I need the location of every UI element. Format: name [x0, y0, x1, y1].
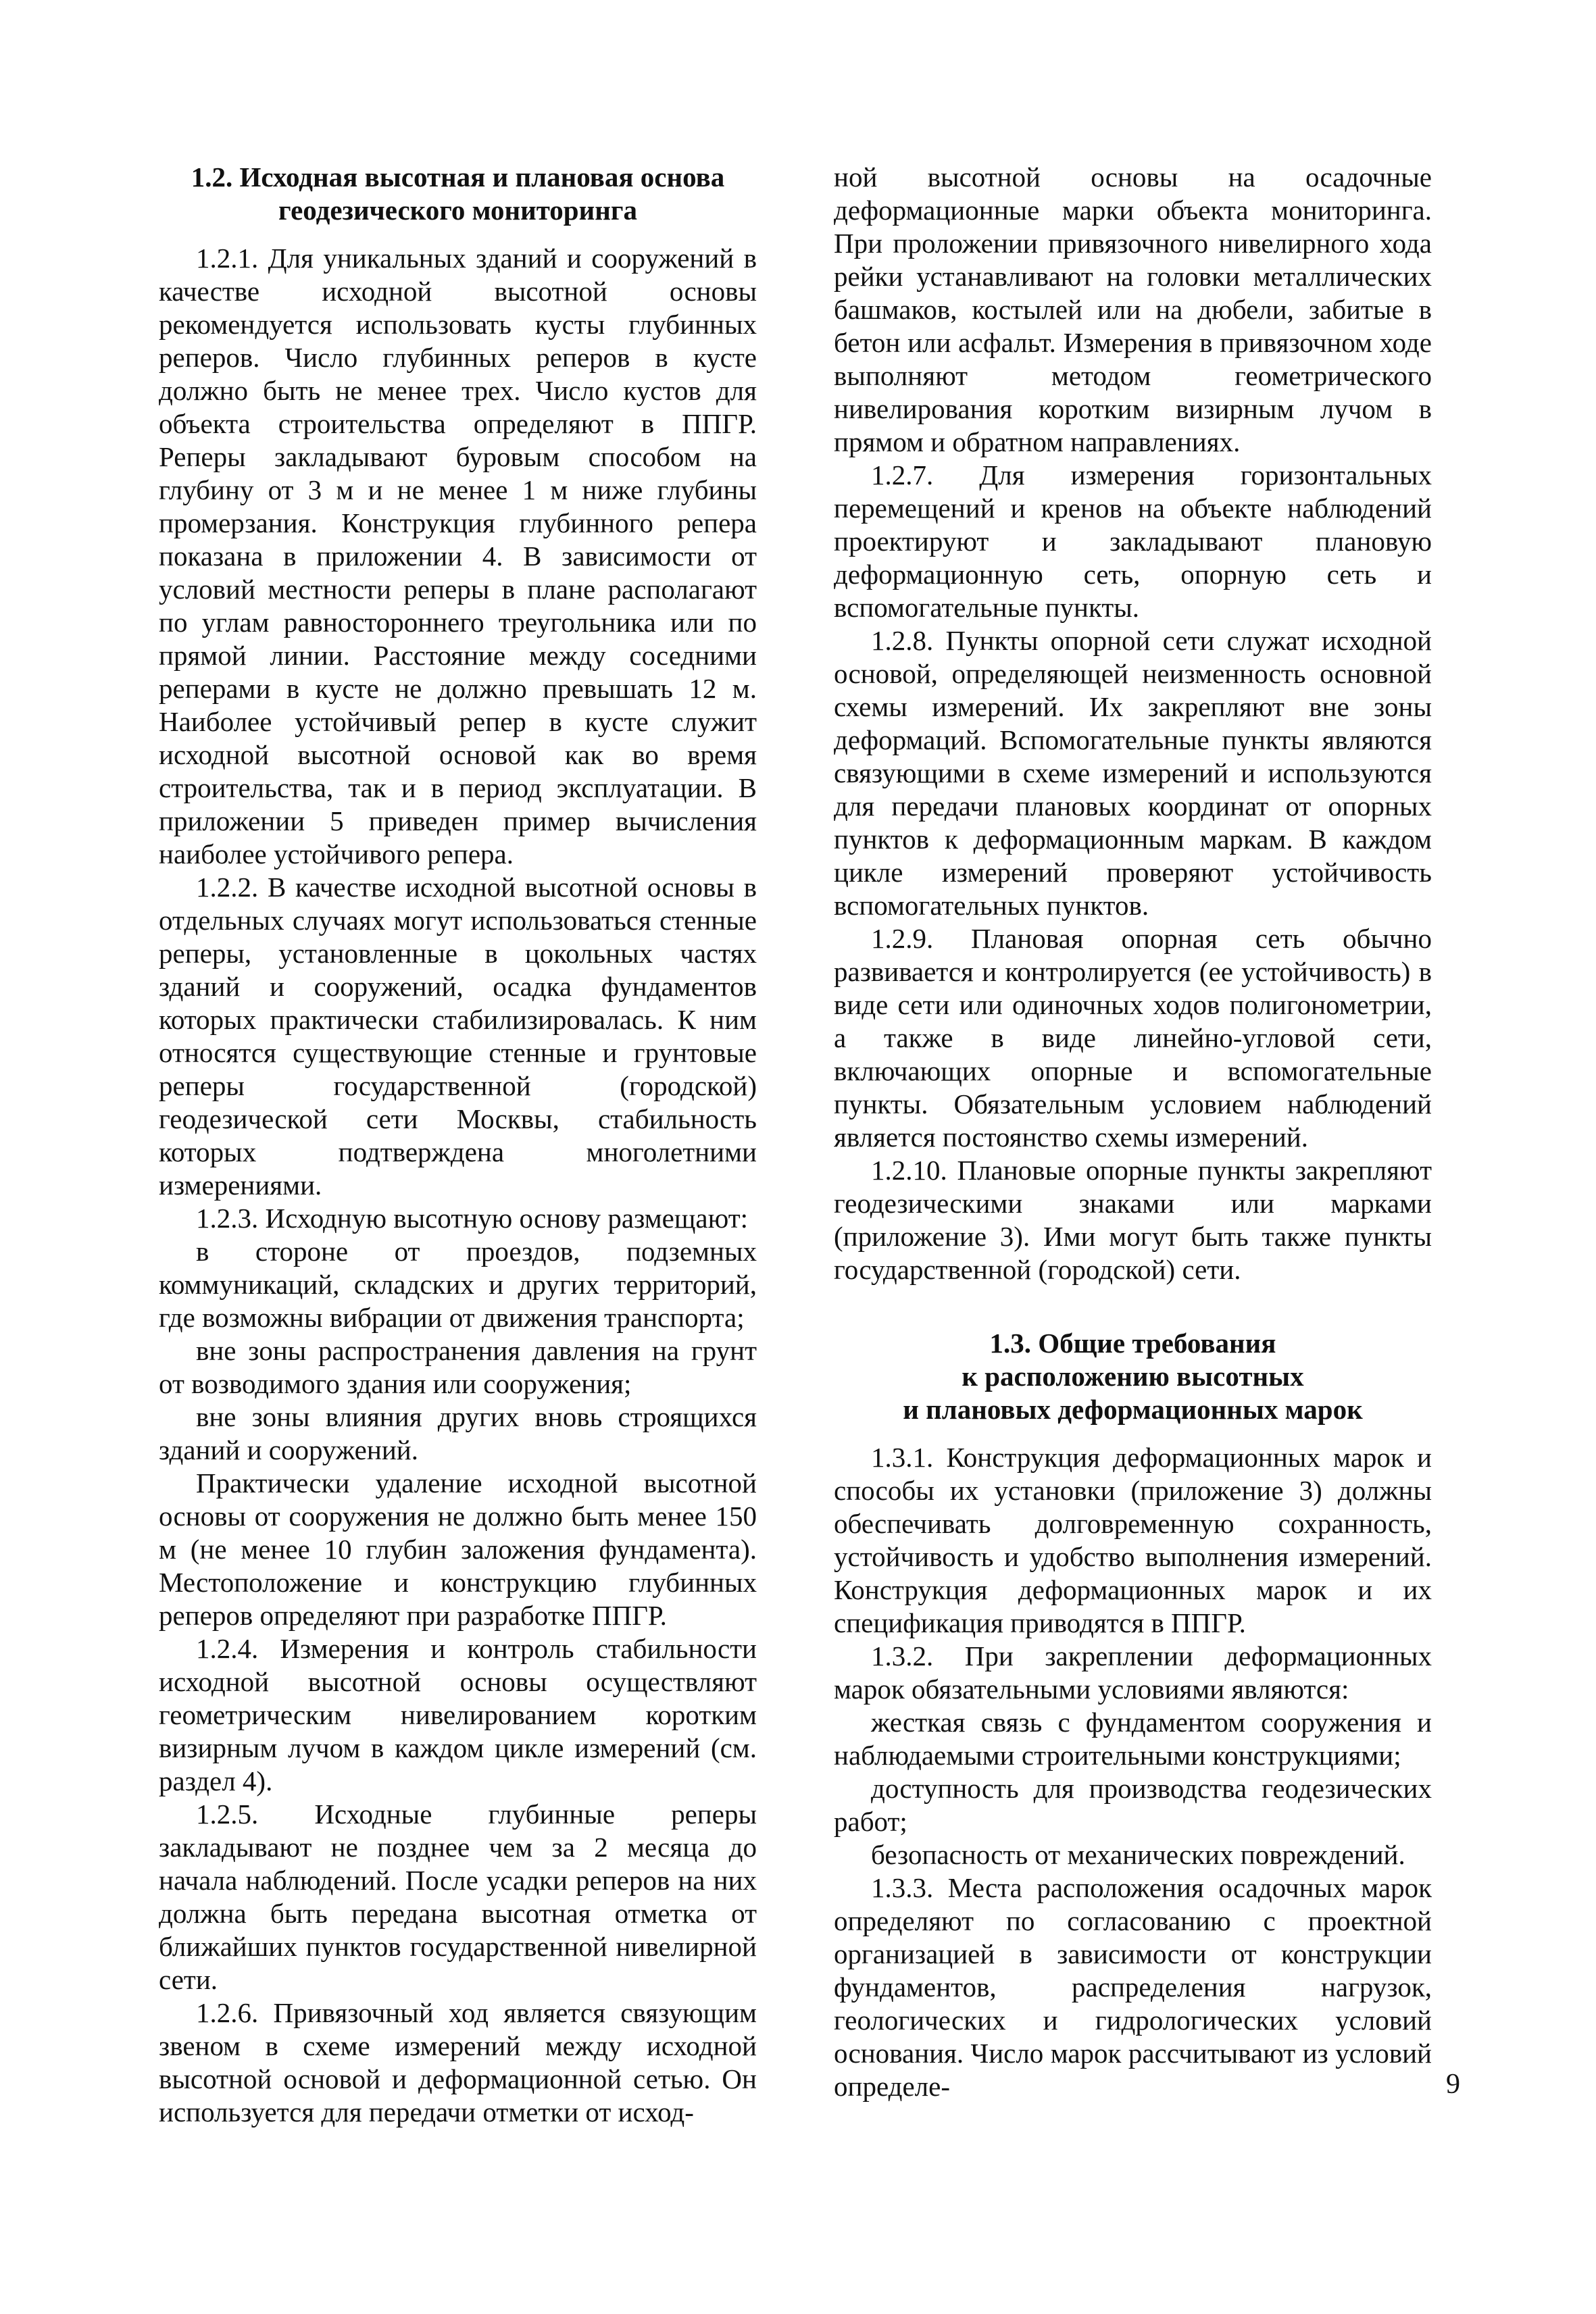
heading-line: к расположению высотных	[962, 1361, 1304, 1392]
paragraph-continuation: ной высотной основы на осадочные деформационные марки объекта мониторинга. При проложении привязочного нивелирного хода рейки устанавливают на головки металлических башмаков, костылей или на дюбели, забитые в бетон или асфальт. Измерения в привязочном ходе выполняют методом геометрического нивелирования коротким визирным лучом в прямом и обратном направлениях.	[834, 161, 1432, 457]
page-number: 9	[1446, 2069, 1460, 2100]
paragraph: в стороне от проездов, подземных коммуникаций, складских и других территорий, где возможны вибрации от движения транспорта;	[159, 1236, 757, 1333]
left-column	[159, 161, 757, 2129]
paragraph: Практически удаление исходной высотной основы от сооружения не должно быть менее 150 м (не менее 10 глубин заложения фундамента). Местоположение и конструкцию глубинных реперов определяют при разработке ППГР.	[159, 1467, 757, 1631]
paragraph: вне зоны влияния других вновь строящихся зданий и сооружений.	[159, 1401, 757, 1465]
section-heading-1-3	[834, 1327, 1432, 1426]
paragraph: 1.2.4. Измерения и контроль стабильности исходной высотной основы осуществляют геометрическим нивелированием коротким визирным лучом в каждом цикле измерений (см. раздел 4).	[159, 1633, 757, 1796]
paragraph: 1.2.6. Привязочный ход является связующим звеном в схеме измерений между исходной высотной основой и деформационной сетью. Он используется для передачи отметки от исход-	[159, 1997, 757, 2128]
paragraph: жесткая связь с фундаментом сооружения и наблюдаемыми строительными конструкциями;	[834, 1707, 1432, 1771]
heading-line: 1.2. Исходная высотная и плановая основа	[191, 161, 725, 193]
heading-line: и плановых деформационных марок	[903, 1394, 1363, 1425]
paragraph: доступность для производства геодезических работ;	[834, 1773, 1432, 1837]
paragraph: безопасность от механических повреждений.	[871, 1839, 1405, 1870]
paragraph: 1.3.1. Конструкция деформационных марок и способы их установки (приложение 3) должны обеспечивать долговременную сохранность, устойчивость и удобство выполнения измерений. Конструкция деформационных марок и их спецификация приводятся в ППГР.	[834, 1442, 1432, 1638]
paragraph: 1.2.9. Плановая опорная сеть обычно развивается и контролируется (ее устойчивость) в виде сети или одиночных ходов полигонометрии, а также в виде линейно-угловой сети, включающих опорные и вспомогательные пункты. Обязательным условием наблюдений является постоянство схемы измерений.	[834, 923, 1432, 1153]
section-heading-1-2	[159, 161, 757, 227]
paragraph: вне зоны распространения давления на грунт от возводимого здания или сооружения;	[159, 1335, 757, 1399]
heading-line: 1.3. Общие требования	[989, 1328, 1276, 1359]
paragraph: 1.3.3. Места расположения осадочных марок определяют по согласованию с проектной организацией в зависимости от конструкции фундаментов, распределения нагрузок, геологических и гидрологических условий основания. Число марок рассчитывают из условий определе-	[834, 1872, 1432, 2102]
paragraph: 1.2.7. Для измерения горизонтальных перемещений и кренов на объекте наблюдений проектируют и закладывают плановую деформационную сеть, опорную сеть и вспомогательные пункты.	[834, 459, 1432, 623]
right-column	[834, 161, 1432, 2103]
heading-line: геодезического мониторинга	[278, 195, 637, 226]
paragraph: 1.3.2. При закреплении деформационных марок обязательными условиями являются:	[834, 1640, 1432, 1705]
paragraph: 1.2.1. Для уникальных зданий и сооружений в качестве исходной высотной основы рекомендуется использовать кусты глубинных реперов. Число глубинных реперов в кусте должно быть не менее трех. Число кустов для объекта строительства определяют в ППГР. Реперы закладывают буровым способом на глубину от 3 м и не менее 1 м ниже глубины промерзания. Конструкция глубинного репера показана в приложении 4. В зависимости от условий местности реперы в плане располагают по углам равностороннего треугольника или по прямой линии. Расстояние между соседними реперами в кусте не должно превышать 12 м. Наиболее устойчивый репер в кусте служит исходной высотной основой как во время строительства, так и в период эксплуатации. В приложении 5 приведен пример вычисления наиболее устойчивого репера.	[159, 243, 757, 870]
paragraph: 1.2.8. Пункты опорной сети служат исходной основой, определяющей неизменность основной схемы измерений. Их закрепляют вне зоны деформаций. Вспомогательные пункты являются связующими в схеме измерений и используются для передачи плановых координат от опорных пунктов к деформационным маркам. В каждом цикле измерений проверяют устойчивость вспомогательных пунктов.	[834, 625, 1432, 921]
paragraph: 1.2.10. Плановые опорные пункты закрепляют геодезическими знаками или марками (приложение 3). Ими могут быть также пункты государственной (городской) сети.	[834, 1155, 1432, 1285]
paragraph: 1.2.3. Исходную высотную основу размещают:	[196, 1203, 748, 1234]
paragraph: 1.2.2. В качестве исходной высотной основы в отдельных случаях могут использоваться стенные реперы, установленные в цокольных частях зданий и сооружений, осадка фундаментов которых практически стабилизировалась. К ним относятся существующие стенные и грунтовые реперы государственной (городской) геодезической сети Москвы, стабильность которых подтверждена многолетними измерениями.	[159, 872, 757, 1201]
paragraph: 1.2.5. Исходные глубинные реперы закладывают не позднее чем за 2 месяца до начала наблюдений. После усадки реперов на них должна быть передана высотная отметка от ближайших пунктов государственной нивелирной сети.	[159, 1799, 757, 1995]
